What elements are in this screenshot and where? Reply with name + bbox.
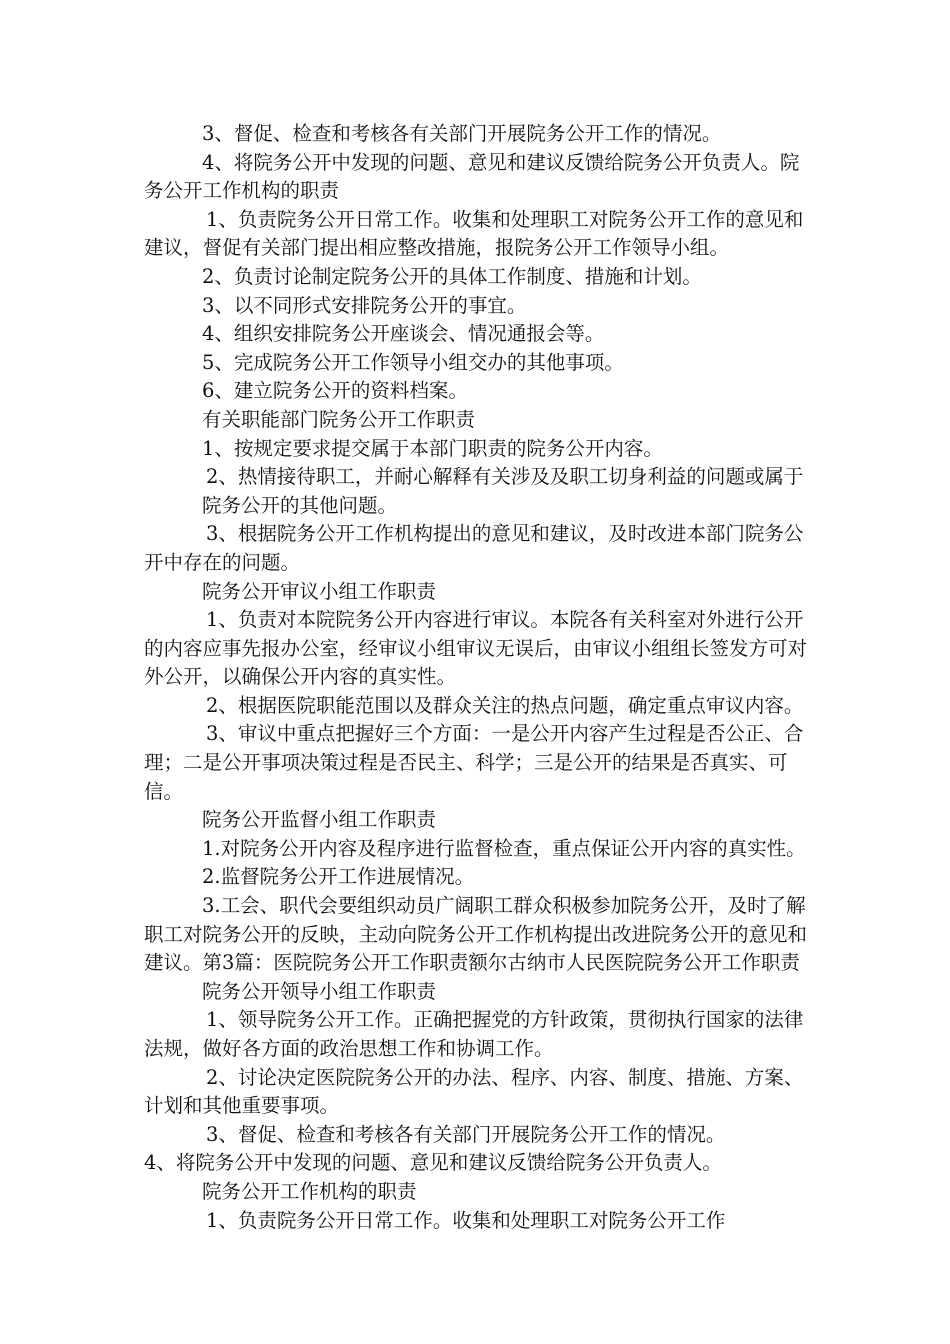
paragraph: 4、将院务公开中发现的问题、意见和建议反馈给院务公开负责人。 bbox=[144, 1151, 722, 1175]
paragraph: 2、热情接待职工，并耐心解释有关涉及及职工切身利益的问题或属于 bbox=[206, 465, 804, 489]
paragraph: 院务公开监督小组工作职责 bbox=[202, 808, 437, 832]
paragraph: 2.监督院务公开工作进展情况。 bbox=[202, 865, 475, 889]
paragraph: 2、讨论决定医院院务公开的办法、程序、内容、制度、措施、方案、计划和其他重要事项。 bbox=[144, 1065, 804, 1118]
paragraph: 1、负责对本院院务公开内容进行审议。本院各有关科室对外进行公开的内容应事先报办公室，经审议小组审议无误后，由审议小组组长签发方可对外公开，以确保公开内容的真实性。 bbox=[144, 608, 808, 689]
paragraph: 院务公开的其他问题。 bbox=[202, 493, 398, 517]
paragraph: 2、根据医院职能范围以及群众关注的热点问题，确定重点审议内容。 bbox=[206, 693, 804, 717]
paragraph: 3、督促、检查和考核各有关部门开展院务公开工作的情况。 bbox=[206, 1122, 726, 1146]
paragraph: 院务公开审议小组工作职责 bbox=[202, 579, 437, 603]
paragraph: 1、负责院务公开日常工作。收集和处理职工对院务公开工作 bbox=[206, 1208, 726, 1232]
paragraph: 4、将院务公开中发现的问题、意见和建议反馈给院务公开负责人。院务公开工作机构的职责 bbox=[144, 150, 800, 203]
paragraph: 5、完成院务公开工作领导小组交办的其他事项。 bbox=[202, 350, 624, 374]
paragraph: 3.工会、职代会要组织动员广阔职工群众积极参加院务公开，及时了解职工对院务公开的反映，主动向院务公开工作机构提出改进院务公开的意见和建议。第3篇：医院院务公开工作职责额尔古纳市人民医院院务公开工作职责 bbox=[144, 894, 808, 975]
paragraph: 6、建立院务公开的资料档案。 bbox=[202, 379, 468, 403]
paragraph: 有关职能部门院务公开工作职责 bbox=[202, 407, 476, 431]
paragraph: 2、负责讨论制定院务公开的具体工作制度、措施和计划。 bbox=[202, 264, 702, 288]
paragraph: 1、负责院务公开日常工作。收集和处理职工对院务公开工作的意见和建议，督促有关部门提出相应整改措施，报院务公开工作领导小组。 bbox=[144, 207, 804, 260]
paragraph: 1、按规定要求提交属于本部门职责的院务公开内容。 bbox=[202, 436, 663, 460]
document-body bbox=[144, 120, 814, 1235]
paragraph: 院务公开领导小组工作职责 bbox=[202, 979, 437, 1003]
paragraph: 3、以不同形式安排院务公开的事宜。 bbox=[202, 293, 527, 317]
paragraph: 3、督促、检查和考核各有关部门开展院务公开工作的情况。 bbox=[202, 122, 722, 145]
paragraph: 4、组织安排院务公开座谈会、情况通报会等。 bbox=[202, 322, 605, 346]
paragraph: 3、审议中重点把握好三个方面：一是公开内容产生过程是否公正、合理；二是公开事项决策过程是否民主、科学；三是公开的结果是否真实、可信。 bbox=[144, 722, 804, 803]
paragraph: 3、根据院务公开工作机构提出的意见和建议，及时改进本部门院务公开中存在的问题。 bbox=[144, 522, 804, 574]
paragraph: 1、领导院务公开工作。正确把握党的方针政策，贯彻执行国家的法律法规，做好各方面的政治思想工作和协调工作。 bbox=[144, 1008, 804, 1060]
paragraph: 1.对院务公开内容及程序进行监督检查，重点保证公开内容的真实性。 bbox=[202, 836, 806, 860]
paragraph: 院务公开工作机构的职责 bbox=[202, 1179, 417, 1203]
